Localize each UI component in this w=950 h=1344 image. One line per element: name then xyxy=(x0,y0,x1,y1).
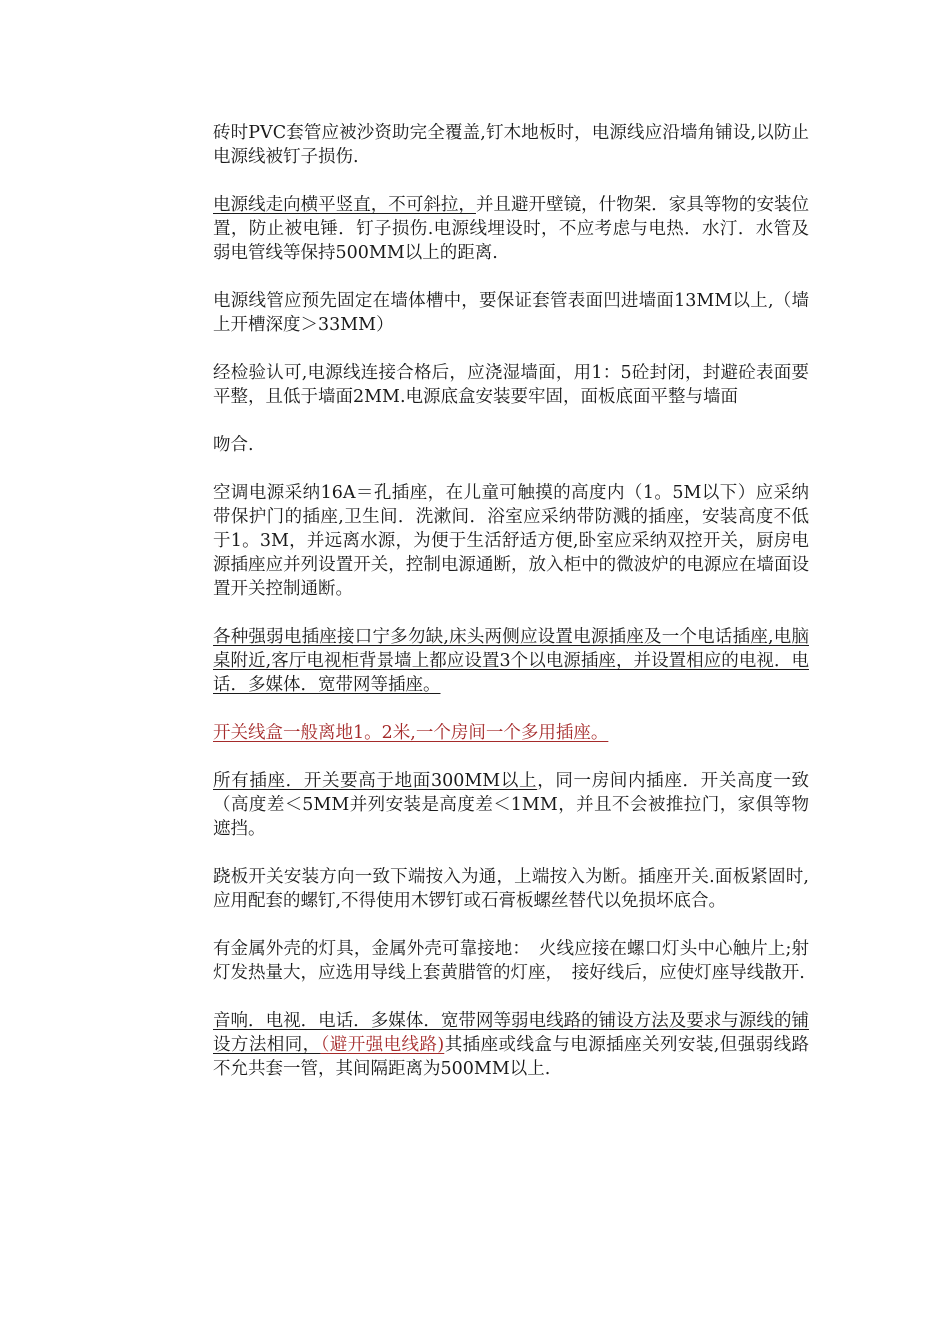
text-segment: 空调电源采纳16A＝孔插座，在儿童可触摸的高度内（1。5M以下）应采纳带保护门的插座,卫生间．洗漱间．浴室应采纳带防溅的插座，安装高度不低于1。3M，并远离水源，为便于生活舒适方便,卧室应采纳双控开关，厨房电源插座应并列设置开关，控制电源通断，放入柜中的微波炉的电源应在墙面设置开关控制通断。 xyxy=(213,483,809,599)
document-body xyxy=(213,121,809,1105)
text-segment: 电源线管应预先固定在墙体槽中，要保证套管表面凹进墙面13MM以上,（墙上开槽深度＞33MM） xyxy=(213,291,809,335)
paragraph-rocker-switch xyxy=(213,865,809,913)
paragraph-wall-sealing xyxy=(213,361,809,409)
paragraph-socket-requirements xyxy=(213,481,809,601)
underlined-text: 所有插座．开关要高于地面300MM以上 xyxy=(213,771,538,791)
underlined-text: 电源线走向横平竖直，不可斜拉， xyxy=(213,195,476,215)
paragraph-conduit-fixing xyxy=(213,289,809,337)
text-segment: 并且避开壁镜，什物架．家具等物的安装位置，防止被电锤．钉子损伤.电源线埋设时，不应考虑与电热．水汀．水管及弱电管线等保持500MM以上的距离. xyxy=(213,195,810,263)
paragraph-socket-height xyxy=(213,769,809,841)
paragraph-socket-quantity xyxy=(213,625,809,697)
paragraph-switch-height xyxy=(213,721,809,745)
paragraph-wire-routing xyxy=(213,193,809,265)
underlined-text: 各种强弱电插座接口宁多勿缺,床头两侧应设置电源插座及一个电话插座,电脑桌附近,客厅电视柜背景墙上都应设置3个以电源插座，并设置相应的电视．电话．多媒体．宽带网等插座。 xyxy=(213,627,809,695)
text-segment: 其插座或线盒与电源插座关列安装,但强弱线路不允共套一管，其间隔距离为500MM以上. xyxy=(213,1035,810,1079)
paragraph-lamp-grounding xyxy=(213,937,809,985)
text-segment: 砖时PVC套管应被沙资助完全覆盖,钉木地板时，电源线应沿墙角铺设,以防止电源线被钉子损伤. xyxy=(213,123,809,167)
text-segment: 吻合. xyxy=(213,435,254,455)
highlighted-text: 开关线盒一般离地1。2米,一个房间一个多用插座。 xyxy=(213,723,609,743)
paragraph-weak-current xyxy=(213,1009,809,1081)
text-segment: ，同一房间内插座．开关高度一致（高度差＜5MM并列安装是高度差＜1MM，并且不会被推拉门，家俱等物遮挡。 xyxy=(213,771,809,839)
paragraph-pvc-conduit xyxy=(213,121,809,169)
underlined-text: 音响．电视．电话．多媒体．宽带网等弱电线路的铺设方法及要求与源线的铺设方法相同， xyxy=(213,1011,809,1055)
highlighted-text: （避开强电线路) xyxy=(320,1035,445,1055)
paragraph-fit xyxy=(213,433,809,457)
text-segment: 有金属外壳的灯具，金属外壳可靠接地： 火线应接在螺口灯头中心触片上;射灯发热量大，应选用导线上套黄腊管的灯座， 接好线后，应使灯座导线散开. xyxy=(213,939,809,983)
text-segment: 经检验认可,电源线连接合格后，应浇湿墙面，用1：5砼封闭，封避砼表面要平整，且低于墙面2MM.电源底盒安装要牢固，面板底面平整与墙面 xyxy=(213,363,809,407)
text-segment: 跷板开关安装方向一致下端按入为通，上端按入为断。插座开关.面板紧固时,应用配套的螺钉,不得使用木锣钉或石膏板螺丝替代以免损坏底合。 xyxy=(213,867,809,911)
